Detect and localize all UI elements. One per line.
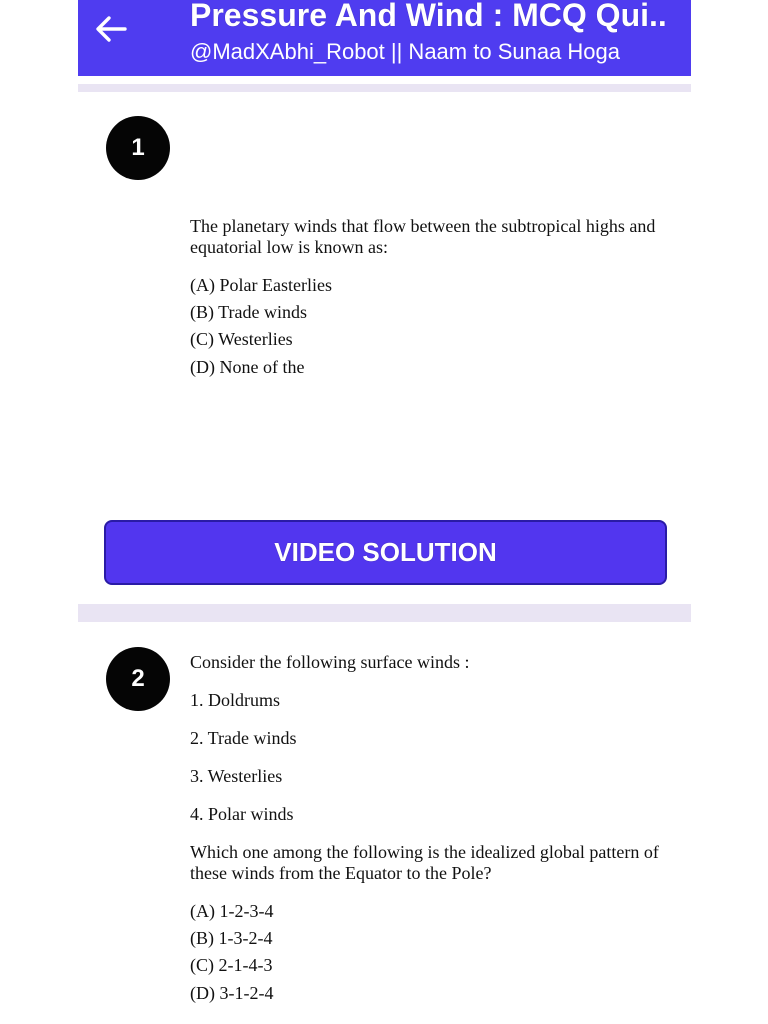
quiz-screen — [78, 0, 691, 1024]
question-number-badge: 1 — [106, 116, 170, 180]
back-button[interactable] — [90, 8, 132, 50]
question-divider — [78, 604, 691, 622]
header-divider — [78, 84, 691, 92]
list-item: 1. Doldrums — [190, 690, 280, 710]
page-subtitle: @MadXAbhi_Robot || Naam to Sunaa Hoga — [190, 39, 621, 64]
option-a[interactable]: (A) 1-2-3-4 — [190, 901, 274, 921]
list-item: 4. Polar winds — [190, 804, 294, 824]
video-solution-button[interactable]: VIDEO SOLUTION — [104, 520, 667, 585]
arrow-left-icon — [94, 14, 128, 44]
option-c[interactable]: (C) Westerlies — [190, 329, 293, 349]
option-b[interactable]: (B) Trade winds — [190, 302, 308, 322]
list-item: 2. Trade winds — [190, 728, 297, 748]
list-item: 3. Westerlies — [190, 766, 283, 786]
question-text: Which one among the following is the idealized global pattern of these winds from the Equator to the Pole? — [190, 842, 659, 883]
option-c[interactable]: (C) 2-1-4-3 — [190, 955, 273, 975]
option-b[interactable]: (B) 1-3-2-4 — [190, 928, 273, 948]
question-number-badge: 2 — [106, 647, 170, 711]
app-header — [78, 0, 691, 76]
question-text: The planetary winds that flow between the subtropical highs and equatorial low is known as: — [190, 216, 656, 257]
option-a[interactable]: (A) Polar Easterlies — [190, 275, 332, 295]
option-d[interactable]: (D) None of the — [190, 357, 305, 377]
option-d[interactable]: (D) 3-1-2-4 — [190, 983, 274, 1003]
page-title: Pressure And Wind : MCQ Qui.. — [190, 0, 667, 33]
question-intro: Consider the following surface winds : — [190, 652, 470, 672]
